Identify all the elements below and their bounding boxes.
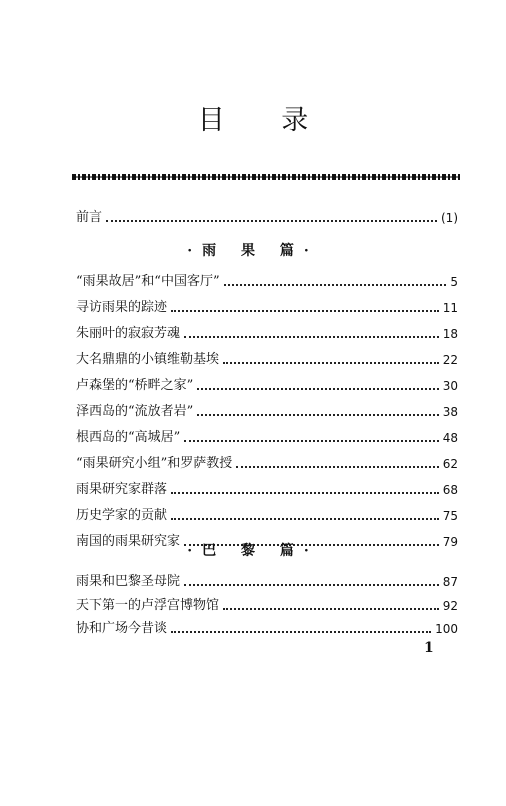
toc-entry-label: “雨果研究小组”和罗萨教授 <box>76 456 233 471</box>
toc-entry-label: 泽西岛的“流放者岩” <box>76 404 194 419</box>
toc-entry-label: 雨果和巴黎圣母院 <box>76 574 181 589</box>
page-title: 目 录 <box>197 105 333 136</box>
toc-entry-page: 68 <box>442 483 458 497</box>
toc-entry-label: 寻访雨果的踪迹 <box>76 300 168 315</box>
toc-entry[interactable] <box>76 402 458 422</box>
dot-leader <box>171 518 439 520</box>
toc-entry-label: 协和广场今昔谈 <box>76 621 168 636</box>
dot-leader <box>184 440 438 442</box>
dot-leader <box>171 310 439 312</box>
toc-entry-page: (1) <box>441 211 458 225</box>
toc-entry-page: 48 <box>442 431 458 445</box>
toc-entry-page: 79 <box>442 535 458 549</box>
toc-entry-preface[interactable] <box>76 208 458 228</box>
toc-entry[interactable] <box>76 596 458 616</box>
dot-leader <box>223 608 439 610</box>
toc-entry[interactable] <box>76 376 458 396</box>
toc-entry-label: 天下第一的卢浮宫博物馆 <box>76 598 220 613</box>
toc-entry-page: 75 <box>442 509 458 523</box>
toc-entry-page: 87 <box>442 575 458 589</box>
toc-entry-page: 30 <box>442 379 458 393</box>
dot-leader <box>236 466 438 468</box>
toc-entry-label: 南国的雨果研究家 <box>76 534 181 549</box>
toc-entry-page: 5 <box>450 275 458 289</box>
toc-entry[interactable] <box>76 428 458 448</box>
toc-entry-label: 历史学家的贡献 <box>76 508 168 523</box>
toc-entry-page: 62 <box>442 457 458 471</box>
toc-entry-label: 前言 <box>76 210 103 225</box>
dot-leader <box>171 492 439 494</box>
toc-entry-page: 100 <box>435 622 458 636</box>
toc-entry-page: 92 <box>442 599 458 613</box>
toc-entry-label: 朱丽叶的寂寂芳魂 <box>76 326 181 341</box>
toc-entry-page: 18 <box>442 327 458 341</box>
dot-leader <box>184 336 439 338</box>
section-heading-paris: ·巴 黎 篇· <box>187 543 319 559</box>
toc-entry[interactable] <box>76 619 458 639</box>
section-heading-hugo: ·雨 果 篇· <box>187 243 319 259</box>
toc-entry[interactable] <box>76 454 458 474</box>
dot-leader <box>223 362 439 364</box>
toc-entry[interactable] <box>76 298 458 318</box>
dot-leader <box>171 631 431 633</box>
toc-entry-page: 11 <box>442 301 458 315</box>
toc-entry[interactable] <box>76 480 458 500</box>
dot-leader <box>224 284 447 286</box>
dot-leader <box>106 220 437 222</box>
toc-entry-label: 根西岛的“高城居” <box>76 430 181 445</box>
decorative-divider <box>72 174 460 180</box>
toc-entry[interactable] <box>76 506 458 526</box>
page-number: 1 <box>424 640 434 656</box>
dot-leader <box>197 388 438 390</box>
toc-entry-label: 卢森堡的“桥畔之家” <box>76 378 194 393</box>
toc-entry-label: 大名鼎鼎的小镇维勒基埃 <box>76 352 220 367</box>
dot-leader <box>197 414 438 416</box>
toc-entry-label: “雨果故居”和“中国客厅” <box>76 274 220 289</box>
dot-leader <box>184 584 439 586</box>
toc-entry-page: 38 <box>442 405 458 419</box>
toc-entry[interactable] <box>76 324 458 344</box>
toc-entry-page: 22 <box>442 353 458 367</box>
toc-entry[interactable] <box>76 272 458 292</box>
toc-entry-label: 雨果研究家群落 <box>76 482 168 497</box>
toc-entry[interactable] <box>76 572 458 592</box>
toc-entry[interactable] <box>76 350 458 370</box>
